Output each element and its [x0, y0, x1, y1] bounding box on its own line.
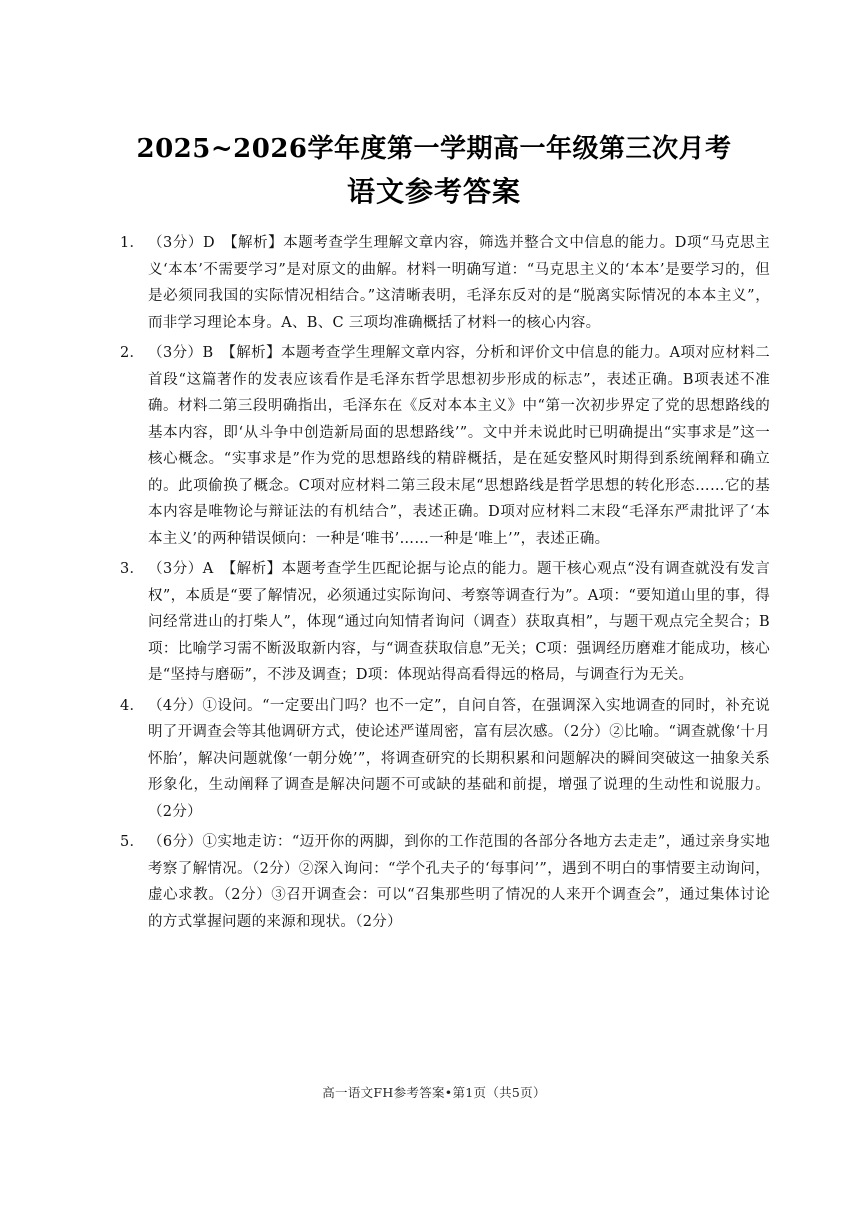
answer-text: （3分）D 【解析】本题考查学生理解文章内容，筛选并整合文中信息的能力。D项“马克思主义‘本本’不需要学习”是对原文的曲解。材料一明确写道：“马克思主义的‘本本’是要学习的，但是必须同我国的实际情况相结合。”这清晰表明，毛泽东反对的是“脱离实际情况的本本主义”，而非学习理论本身。A、B、C 三项均准确概括了材料一的核心内容。 — [148, 235, 770, 331]
exam-title: 2025~2026学年度第一学期高一年级第三次月考 — [136, 134, 732, 164]
answer-list — [120, 230, 770, 939]
answer-key-title: 语文参考答案 — [346, 175, 521, 208]
answer-text: （3分）A 【解析】本题考查学生匹配论据与论点的能力。题干核心观点“没有调查就没有发言权”，本质是“要了解情况，必须通过实际询问、考察等调查行为”。A项：“要知道山里的事，得问经常进山的打柴人”，体现“通过向知情者询问（调查）获取真相”，与题干观点完全契合；B项：比喻学习需不断汲取新内容，与“调查获取信息”无关；C项：强调经历磨难才能成功，核心是“坚持与磨砺”，不涉及调查；D项：体现站得高看得远的格局，与调查行为无关。 — [148, 561, 770, 683]
question-number: 2． — [120, 345, 145, 361]
answer-text: （3分）B 【解析】本题考查学生理解文章内容，分析和评价文中信息的能力。A项对应材料二首段“这篇著作的发表应该看作是毛泽东哲学思想初步形成的标志”，表述正确。B项表述不准确。材料二第三段明确指出，毛泽东在《反对本本主义》中“第一次初步界定了党的思想路线的基本内容，即‘从斗争中创造新局面的思想路线’”。文中并未说此时已明确提出“实事求是”这一核心概念。“实事求是”作为党的思想路线的精辟概括，是在延安整风时期得到系统阐释和确立的。此项偷换了概念。C项对应材料二第三段末尾“思想路线是哲学思想的转化形态……它的基本内容是唯物论与辩证法的有机结合”，表述正确。D项对应材料二末段“毛泽东严肃批评了‘本本主义’的两种错误倾向：一种是‘唯书’……一种是‘唯上’”，表述正确。 — [148, 345, 770, 547]
answer-text: （6分）①实地走访：“迈开你的两脚，到你的工作范围的各部分各地方去走走”，通过亲身实地考察了解情况。（2分）②深入询问：“学个孔夫子的‘每事问’”，遇到不明白的事情要主动询问，虚心求教。（2分）③召开调查会：可以“召集那些明了情况的人来开个调查会”，通过集体讨论的方式掌握问题的来源和现状。（2分） — [148, 834, 770, 930]
answer-text: （4分）①设问。“一定要出门吗？也不一定”，自问自答，在强调深入实地调查的同时，补充说明了开调查会等其他调研方式，使论述严谨周密，富有层次感。（2分）②比喻。“调查就像‘十月怀胎’，解决问题就像‘一朝分娩’”，将调查研究的长期积累和问题解决的瞬间突破这一抽象关系形象化，生动阐释了调查是解决问题不可或缺的基础和前提，增强了说理的生动性和说服力。（2分） — [148, 697, 770, 820]
question-number: 4． — [120, 697, 145, 714]
answer-item-5 — [120, 829, 770, 935]
question-number: 3． — [120, 561, 145, 577]
answer-item-2 — [120, 340, 770, 552]
page-footer: 高一语文FH参考答案•第1页（共5页） — [322, 1085, 546, 1100]
question-number: 5． — [120, 834, 145, 850]
answer-item-4 — [120, 693, 770, 826]
answer-item-1 — [120, 230, 770, 336]
answer-item-3 — [120, 556, 770, 689]
question-number: 1． — [120, 235, 145, 251]
